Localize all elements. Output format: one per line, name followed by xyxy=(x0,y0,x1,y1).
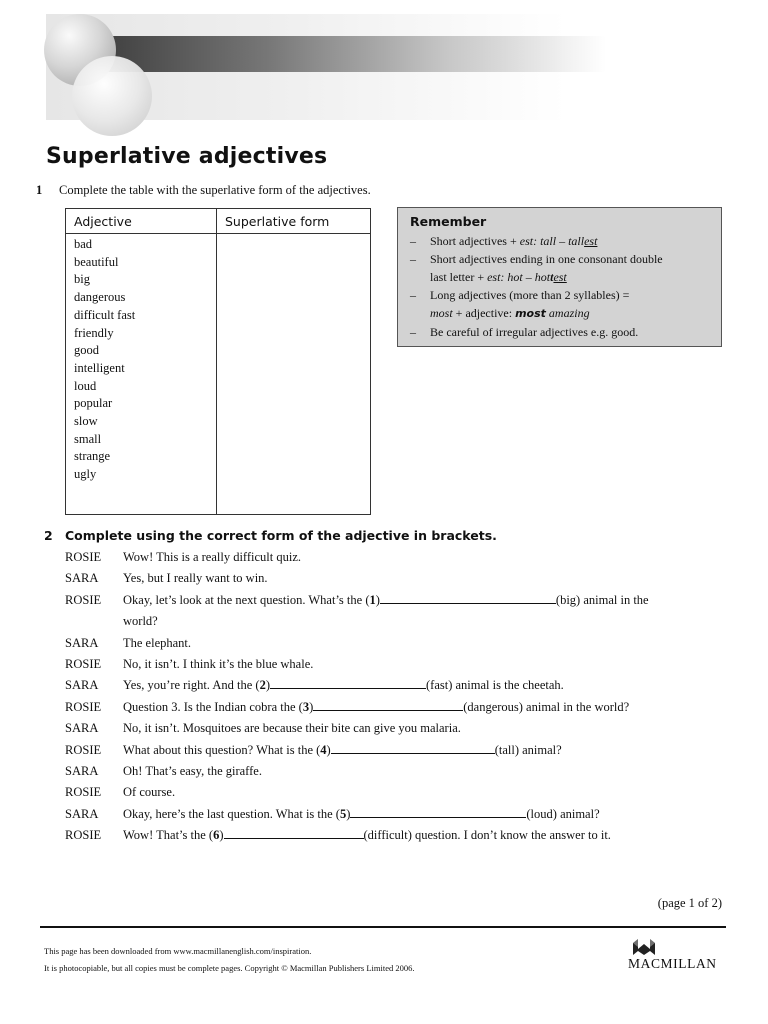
remember-box xyxy=(397,207,722,347)
macmillan-logo xyxy=(628,936,728,976)
speech-text xyxy=(123,654,705,675)
remember-text xyxy=(430,286,629,304)
banner-bar xyxy=(86,36,606,72)
speech-before: What about this question? What is the ( xyxy=(123,742,321,757)
speech-text xyxy=(123,590,705,611)
speech-before: world? xyxy=(123,614,158,629)
page-number: (page 1 of 2) xyxy=(657,896,722,910)
dialogue-line xyxy=(65,782,705,803)
dialogue xyxy=(65,547,705,847)
speech-text xyxy=(123,740,705,761)
remember-before: Short adjectives + xyxy=(430,234,520,248)
gap-close: ) xyxy=(346,806,351,821)
speech-before: Of course. xyxy=(123,785,176,800)
remember-list xyxy=(410,232,711,341)
dialogue-line xyxy=(65,825,705,846)
dialogue-line xyxy=(65,611,705,632)
speaker-name: SARA xyxy=(65,721,99,736)
remember-text: Long adjectives (more than 2 syllables) = xyxy=(430,288,630,302)
speech-text xyxy=(123,782,705,803)
header-banner xyxy=(46,14,566,120)
speaker-name: ROSIE xyxy=(65,699,102,714)
dialogue-line xyxy=(65,590,705,611)
gap-number: 6 xyxy=(213,828,220,843)
adjective-item: small xyxy=(74,431,102,446)
answer-blank[interactable] xyxy=(313,698,463,711)
adjective-column-header: Adjective xyxy=(66,209,217,234)
remember-rule: est: tall – tall xyxy=(519,234,585,248)
adjective-item: friendly xyxy=(74,325,114,340)
remember-item xyxy=(410,286,711,304)
speech-text xyxy=(123,761,705,782)
speech-before: Wow! That’s the ( xyxy=(123,828,214,843)
remember-text xyxy=(430,304,590,323)
remember-bold: most xyxy=(515,307,546,320)
speech-before: Okay, here’s the last question. What is the ( xyxy=(123,806,340,821)
remember-dash xyxy=(410,268,430,286)
footer-copyright: It is photocopiable, but all copies must be complete pages. Copyright © Macmillan Publishers Limited 2006. xyxy=(44,963,415,973)
question-2-number: 2 xyxy=(44,528,53,543)
adjective-hint: (dangerous) animal in the world? xyxy=(463,699,630,714)
adjective-item: bad xyxy=(74,237,93,251)
speaker-name: SARA xyxy=(65,764,99,779)
adjective-item: beautiful xyxy=(74,254,119,269)
speaker-name: SARA xyxy=(65,806,99,821)
remember-after: amazing xyxy=(545,306,590,320)
adjective-hint: (big) animal in the xyxy=(555,592,649,607)
remember-dash: – xyxy=(410,288,416,302)
speech-text xyxy=(123,633,705,654)
adjective-item: popular xyxy=(74,396,113,411)
footer-divider xyxy=(40,926,726,928)
speech-before: Yes, you’re right. And the ( xyxy=(123,678,260,693)
answer-blank[interactable] xyxy=(224,826,364,839)
speaker-name xyxy=(65,611,123,632)
speaker-name: ROSIE xyxy=(65,592,102,607)
speech-text xyxy=(123,611,705,632)
adjective-hint: (fast) animal is the cheetah. xyxy=(426,678,564,693)
adjective-item: strange xyxy=(74,449,111,464)
speaker-name: SARA xyxy=(65,678,99,693)
remember-text: Short adjectives ending in one consonant double xyxy=(430,252,663,266)
adjective-table xyxy=(65,208,371,515)
adjective-item: good xyxy=(74,343,99,358)
adjective-item: loud xyxy=(74,378,97,393)
speech-before: Okay, let’s look at the next question. What’s the ( xyxy=(123,592,370,607)
remember-item xyxy=(410,250,711,268)
remember-dash: – xyxy=(410,325,416,339)
speech-text xyxy=(123,547,705,568)
adjective-item: dangerous xyxy=(74,290,126,305)
speaker-name: ROSIE xyxy=(65,550,102,564)
question-2-instruction: Complete using the correct form of the adjective in brackets. xyxy=(65,528,497,543)
remember-dash: – xyxy=(410,234,416,248)
dialogue-line xyxy=(65,547,705,568)
speaker-name: ROSIE xyxy=(65,785,102,800)
remember-text xyxy=(430,250,663,268)
remember-bold: t xyxy=(550,270,554,284)
remember-dash xyxy=(410,304,430,323)
adjective-item: big xyxy=(74,272,90,287)
remember-item xyxy=(410,304,711,323)
speech-before: No, it isn’t. I think it’s the blue whale. xyxy=(123,657,314,672)
dialogue-line xyxy=(65,761,705,782)
speech-text xyxy=(123,697,705,718)
adjective-column xyxy=(66,234,217,515)
speech-text xyxy=(123,804,705,825)
remember-middle: + adjective: xyxy=(452,306,516,320)
gap-close: ) xyxy=(219,828,224,843)
remember-item xyxy=(410,232,711,250)
answer-blank[interactable] xyxy=(270,676,426,689)
speech-before: No, it isn’t. Mosquitoes are because their bite can give you malaria. xyxy=(123,721,461,736)
adjective-item: difficult fast xyxy=(74,307,136,322)
adjective-item: intelligent xyxy=(74,360,125,375)
speech-text xyxy=(123,718,705,739)
question-1-number: 1 xyxy=(36,183,43,197)
adjective-item: ugly xyxy=(74,467,97,482)
dialogue-line xyxy=(65,740,705,761)
remember-before: most xyxy=(430,306,453,320)
remember-rule: est: hot – hot xyxy=(487,270,551,284)
speech-before: Question 3. Is the Indian cobra the ( xyxy=(123,699,303,714)
gap-number: 2 xyxy=(259,678,266,693)
remember-text xyxy=(430,268,567,286)
dialogue-line xyxy=(65,633,705,654)
page-title: Superlative adjectives xyxy=(46,144,328,169)
superlative-answer-column[interactable] xyxy=(217,234,371,515)
remember-text xyxy=(430,323,638,341)
footer-download-note: This page has been downloaded from www.macmillanenglish.com/inspiration. xyxy=(44,946,312,956)
adjective-hint: (difficult) question. I don’t know the answer to it. xyxy=(363,828,611,843)
gap-close: ) xyxy=(326,742,331,757)
remember-title: Remember xyxy=(410,214,487,229)
speaker-name: ROSIE xyxy=(65,742,102,757)
adjective-item: slow xyxy=(74,414,98,429)
answer-blank[interactable] xyxy=(380,591,556,604)
dialogue-line xyxy=(65,675,705,696)
speech-before: Oh! That’s easy, the giraffe. xyxy=(123,764,262,779)
gap-number: 5 xyxy=(339,806,347,821)
dialogue-line xyxy=(65,718,705,739)
answer-blank[interactable] xyxy=(331,741,495,754)
gap-close: ) xyxy=(265,678,270,693)
banner-sphere-bottom xyxy=(72,56,152,136)
speaker-name: SARA xyxy=(65,571,99,586)
speech-before: The elephant. xyxy=(123,635,192,650)
remember-item xyxy=(410,268,711,286)
gap-number: 3 xyxy=(302,699,310,714)
adjective-list xyxy=(74,236,208,484)
dialogue-line xyxy=(65,654,705,675)
speaker-name: ROSIE xyxy=(65,828,102,843)
dialogue-line xyxy=(65,697,705,718)
speech-text xyxy=(123,568,705,589)
remember-suffix: est xyxy=(584,234,598,248)
speech-text xyxy=(123,825,705,846)
gap-number: 1 xyxy=(369,592,376,607)
remember-dash: – xyxy=(410,252,416,266)
remember-item xyxy=(410,323,711,341)
speaker-name: ROSIE xyxy=(65,657,102,672)
speech-before: Yes, but I really want to win. xyxy=(123,571,268,586)
gap-close: ) xyxy=(375,592,380,607)
superlative-column-header: Superlative form xyxy=(217,209,371,234)
macmillan-logo-icon xyxy=(632,936,656,956)
gap-close: ) xyxy=(309,699,314,714)
speaker-name: SARA xyxy=(65,635,99,650)
gap-number: 4 xyxy=(320,742,327,757)
question-1-instruction: Complete the table with the superlative form of the adjectives. xyxy=(59,183,371,197)
speech-text xyxy=(123,675,705,696)
adjective-hint: (tall) animal? xyxy=(494,742,562,757)
remember-text: Be careful of irregular adjectives e.g. good. xyxy=(430,325,639,339)
remember-suffix: est xyxy=(553,270,567,284)
adjective-hint: (loud) animal? xyxy=(526,806,600,821)
dialogue-line xyxy=(65,804,705,825)
dialogue-line xyxy=(65,568,705,589)
answer-blank[interactable] xyxy=(350,805,526,818)
remember-text xyxy=(430,232,597,250)
remember-before: last letter + xyxy=(430,270,488,284)
speech-before: Wow! This is a really difficult quiz. xyxy=(123,550,302,564)
logo-text: MACMILLAN xyxy=(628,956,717,971)
